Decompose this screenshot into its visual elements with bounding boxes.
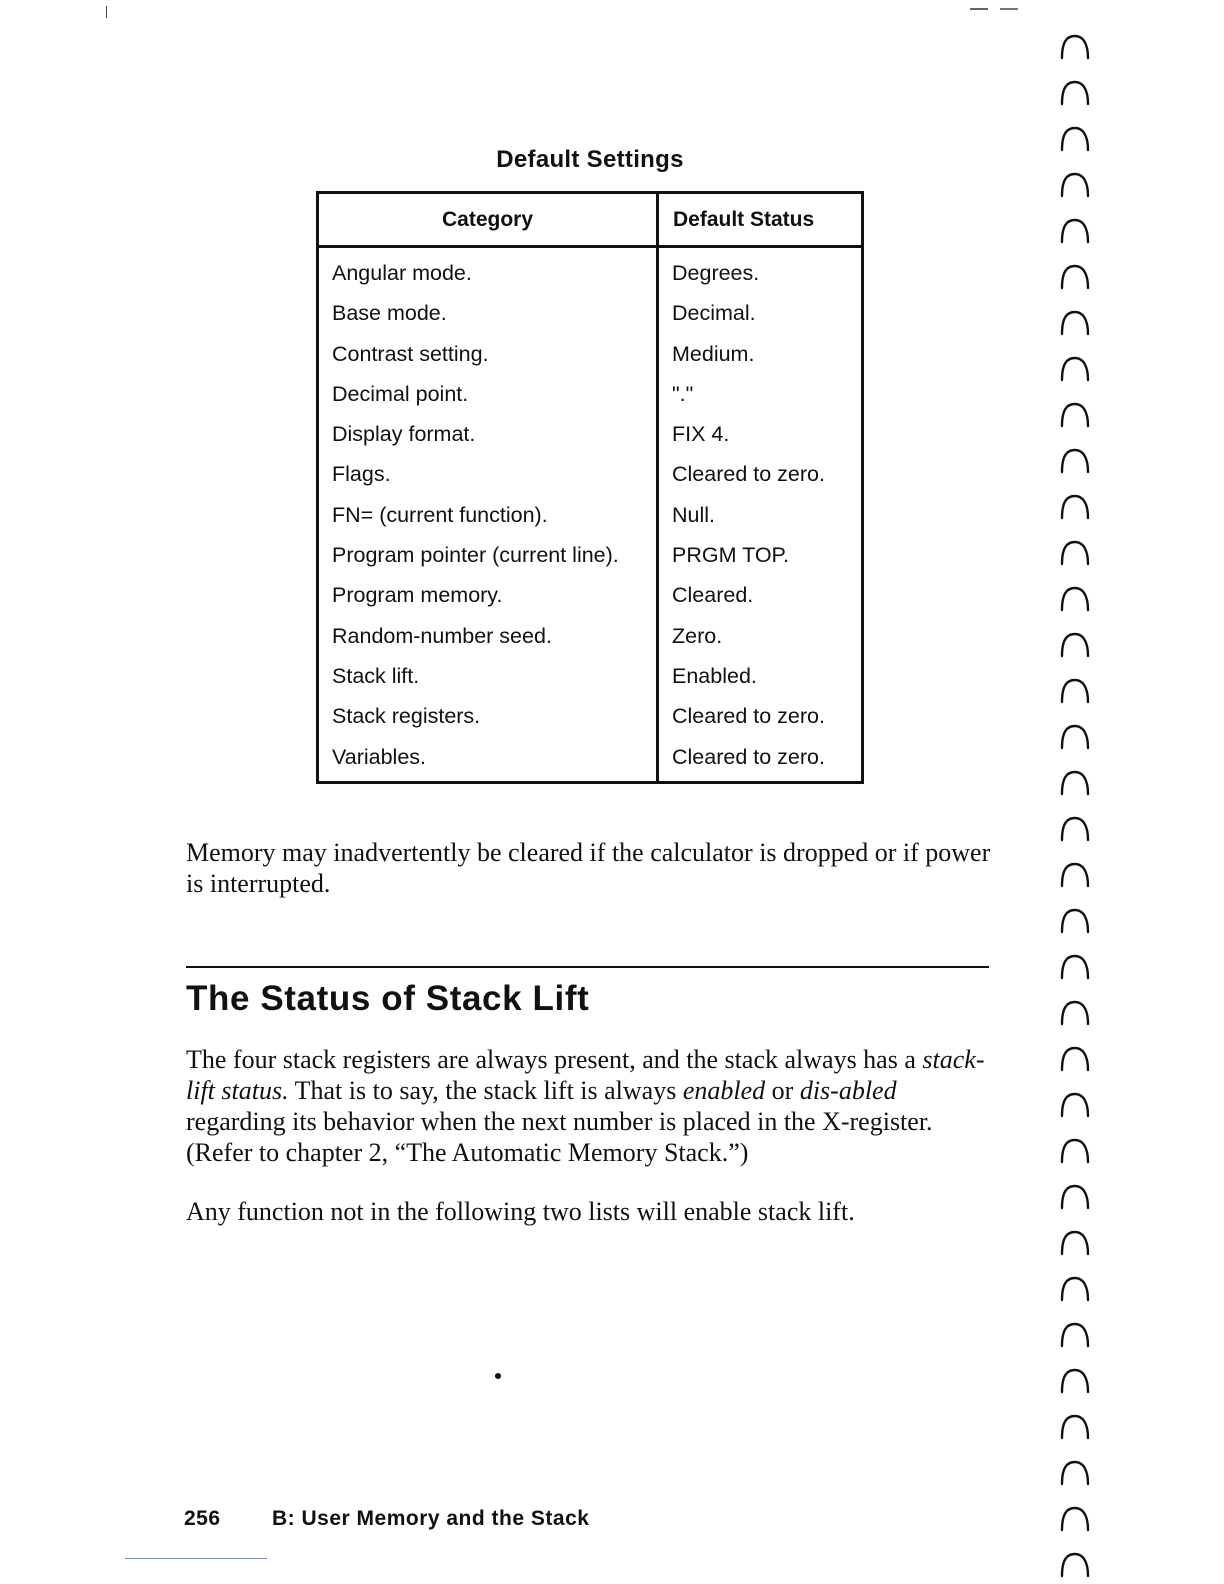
text-run: The four stack registers are always present, and the stack always has a [186,1045,923,1074]
page-footer [184,1504,589,1534]
binding-ring [1062,174,1088,196]
binding-ring [1062,772,1088,794]
table-row [319,737,861,777]
binding-ring [1062,128,1088,150]
binding-ring [1062,312,1088,334]
binding-ring [1062,1508,1088,1530]
status-cell: Decimal. [672,301,756,326]
binding-ring [1062,1140,1088,1162]
section-heading: The Status of Stack Lift [186,979,590,1018]
binding-ring [1062,1048,1088,1070]
binding-ring [1062,496,1088,518]
text-run: regarding its behavior when the next number is placed in the X-register. (Refer to chapter 2, “The Automatic Memory Stack.”) [186,1107,933,1167]
table-caption: Default Settings [496,146,684,173]
status-cell: Degrees. [672,261,760,285]
enable-note-paragraph: Any function not in the following two lists will enable stack lift. [186,1197,855,1226]
scan-artifact [970,8,988,10]
binding-ring [1062,220,1088,242]
binding-ring [1062,1416,1088,1438]
category-cell: Stack lift. [332,663,420,688]
table-row [319,374,861,414]
header-default-status: Default Status [673,208,815,231]
category-cell: Base mode. [332,301,447,326]
table-header-row [319,194,861,248]
table-row [319,253,861,293]
stack-lift-paragraph [186,1044,992,1168]
category-cell: Variables. [332,744,427,769]
category-cell: Flags. [332,462,391,487]
scan-artifact [125,1558,267,1559]
page-number: 256 [184,1507,221,1530]
binding-ring [1062,1186,1088,1208]
category-cell: Program pointer (current line). [332,543,619,568]
binding-ring [1062,1278,1088,1300]
status-cell: Null. [672,502,716,527]
status-cell: FIX 4. [672,422,730,447]
default-settings-table [316,191,864,784]
binding-ring [1062,82,1088,104]
term-stack-lift-status: stack-lift status. [186,1045,985,1105]
binding-ring [1062,634,1088,656]
binding-ring [1062,1370,1088,1392]
text-run: or [765,1076,800,1105]
status-cell: Cleared. [672,583,754,608]
term-enabled: enabled [682,1076,766,1105]
table-row [319,414,861,454]
table-row [319,696,861,736]
binding-ring [1062,1002,1088,1024]
binding-ring [1062,1094,1088,1116]
binding-rings [1052,20,1102,1580]
text-run: That is to say, the stack lift is always [288,1076,683,1105]
binding-ring [1062,956,1088,978]
status-cell: PRGM TOP. [672,543,790,568]
binding-ring [1062,864,1088,886]
binding-ring [1062,1232,1088,1254]
section-rule [186,966,989,968]
category-cell: Angular mode. [332,261,472,285]
table-row [319,656,861,696]
binding-ring [1062,1554,1088,1576]
scan-artifact [1000,8,1018,10]
status-cell: Cleared to zero. [672,462,825,487]
binding-ring [1062,726,1088,748]
binding-ring [1062,404,1088,426]
status-cell: Enabled. [672,663,757,688]
binding-ring [1062,910,1088,932]
category-cell: Display format. [332,422,476,447]
term-disabled: dis-abled [799,1076,897,1105]
category-cell: Program memory. [332,583,503,608]
status-cell: Cleared to zero. [672,744,825,769]
status-cell: Medium. [672,341,755,366]
status-cell: Zero. [672,623,723,648]
binding-ring [1062,1462,1088,1484]
stray-dot [495,1373,501,1379]
table-row [319,334,861,374]
table-row [319,293,861,333]
binding-ring [1062,36,1088,58]
binding-ring [1062,818,1088,840]
table-row [319,535,861,575]
table-row [319,495,861,535]
chapter-title: B: User Memory and the Stack [272,1507,590,1530]
category-cell: FN= (current function). [332,502,548,527]
binding-ring [1062,588,1088,610]
category-cell: Stack registers. [332,704,481,729]
status-cell: "." [672,381,694,406]
binding-ring [1062,1324,1088,1346]
table-row [319,454,861,494]
category-cell: Decimal point. [332,381,469,406]
binding-ring [1062,450,1088,472]
binding-ring [1062,680,1088,702]
table-row [319,575,861,615]
header-category: Category [441,208,534,231]
scan-artifact [106,6,107,18]
category-cell: Random-number seed. [332,623,552,648]
binding-ring [1062,358,1088,380]
binding-ring [1062,266,1088,288]
table-row [319,616,861,656]
spiral-binding [1052,20,1102,1580]
table-body [319,253,861,777]
binding-ring [1062,542,1088,564]
memory-note-paragraph: Memory may inadvertently be cleared if the calculator is dropped or if power is interrupted. [186,838,991,898]
status-cell: Cleared to zero. [672,704,825,729]
category-cell: Contrast setting. [332,341,489,366]
